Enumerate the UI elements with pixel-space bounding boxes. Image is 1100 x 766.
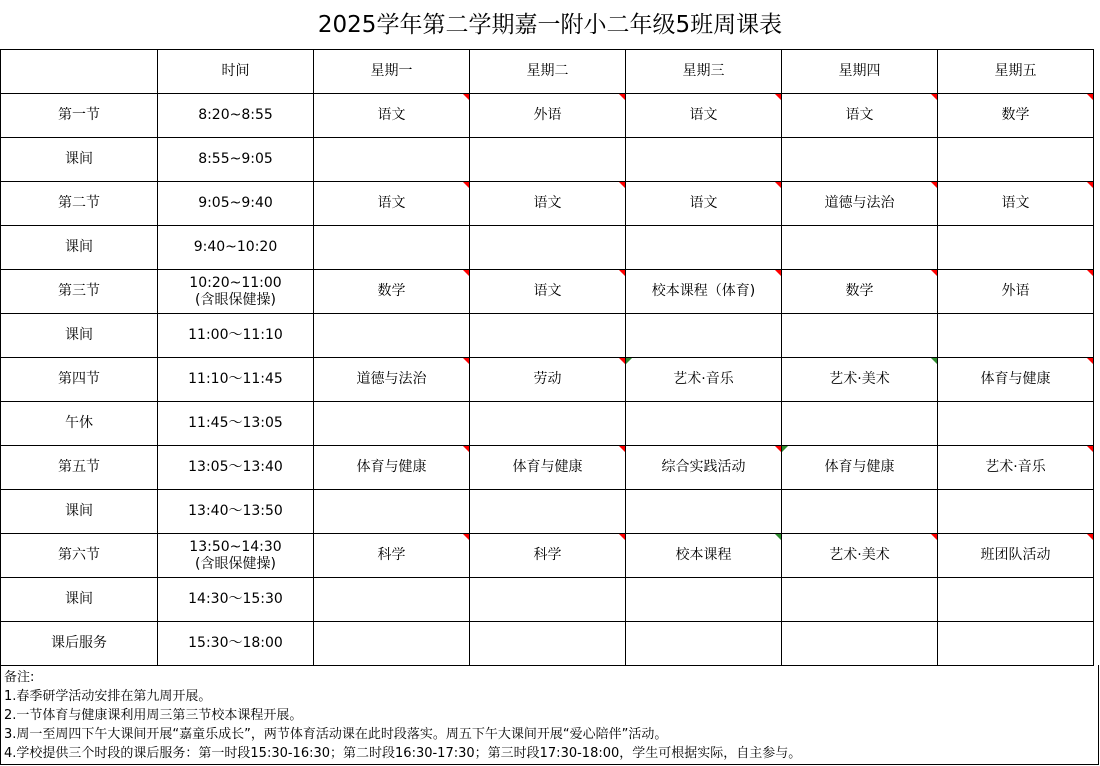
comment-marker-icon xyxy=(619,358,625,364)
comment-marker-icon xyxy=(775,94,781,100)
course-cell[interactable] xyxy=(782,402,938,446)
course-cell[interactable] xyxy=(782,138,938,182)
course-cell[interactable] xyxy=(314,490,470,534)
comment-marker-icon xyxy=(463,446,469,452)
course-cell[interactable] xyxy=(470,578,626,622)
header-day-cell: 星期一 xyxy=(314,50,470,94)
course-cell[interactable]: 语文 xyxy=(626,94,782,138)
course-cell[interactable]: 艺术·音乐 xyxy=(938,446,1094,490)
course-cell[interactable] xyxy=(314,138,470,182)
course-cell[interactable]: 班团队活动 xyxy=(938,534,1094,578)
course-cell[interactable]: 语文 xyxy=(938,182,1094,226)
course-cell[interactable] xyxy=(314,314,470,358)
period-label-cell[interactable]: 课间 xyxy=(1,314,158,358)
period-label-cell[interactable]: 课间 xyxy=(1,138,158,182)
notes-line-3: 3.周一至周四下午大课间开展“嘉童乐成长”，两节体育活动课在此时段落实。周五下午大课间开展“爱心陪伴”活动。 xyxy=(4,727,668,742)
notes-section xyxy=(0,665,1099,765)
time-text: 9:40~10:20 xyxy=(193,239,278,255)
header-time-cell: 时间 xyxy=(158,50,314,94)
time-text: 8:55~9:05 xyxy=(198,151,273,167)
course-cell[interactable]: 体育与健康 xyxy=(782,446,938,490)
time-text: 13:40～13:50 xyxy=(188,503,283,519)
comment-marker-icon xyxy=(775,534,781,540)
comment-marker-icon xyxy=(463,182,469,188)
course-cell[interactable]: 综合实践活动 xyxy=(626,446,782,490)
course-cell[interactable]: 艺术·美术 xyxy=(782,358,938,402)
course-cell[interactable]: 体育与健康 xyxy=(938,358,1094,402)
course-cell[interactable] xyxy=(470,490,626,534)
table-row xyxy=(1,226,1094,270)
period-label-cell[interactable]: 第四节 xyxy=(1,358,158,402)
course-cell[interactable] xyxy=(470,402,626,446)
course-cell[interactable] xyxy=(470,314,626,358)
time-text: 13:05～13:40 xyxy=(188,459,283,475)
time-cell[interactable] xyxy=(158,358,314,402)
comment-marker-icon xyxy=(775,270,781,276)
header-day-cell: 星期五 xyxy=(938,50,1094,94)
course-cell[interactable]: 数学 xyxy=(314,270,470,314)
course-cell[interactable]: 外语 xyxy=(938,270,1094,314)
comment-marker-icon xyxy=(463,270,469,276)
time-cell[interactable] xyxy=(158,138,314,182)
course-cell[interactable] xyxy=(626,622,782,666)
course-cell[interactable] xyxy=(626,314,782,358)
period-label-cell[interactable]: 第一节 xyxy=(1,94,158,138)
notes-heading: 备注: xyxy=(4,670,35,685)
time-text: 13:50~14:30 xyxy=(189,538,282,555)
time-text: (含眼保健操) xyxy=(195,291,276,308)
course-cell[interactable] xyxy=(626,138,782,182)
course-cell[interactable]: 校本课程 xyxy=(626,534,782,578)
comment-marker-icon xyxy=(931,358,937,364)
header-row xyxy=(1,50,1094,94)
course-cell[interactable]: 艺术·音乐 xyxy=(626,358,782,402)
period-label-cell[interactable]: 午休 xyxy=(1,402,158,446)
course-cell[interactable]: 外语 xyxy=(470,94,626,138)
period-label-cell[interactable]: 课间 xyxy=(1,490,158,534)
course-cell[interactable]: 劳动 xyxy=(470,358,626,402)
comment-marker-icon xyxy=(931,182,937,188)
period-label-cell[interactable]: 第六节 xyxy=(1,534,158,578)
comment-marker-icon xyxy=(775,446,781,452)
time-text: 11:00～11:10 xyxy=(188,327,283,343)
table-row xyxy=(1,446,1094,490)
time-text: 15:30～18:00 xyxy=(188,635,283,651)
comment-marker-icon xyxy=(1087,534,1093,540)
period-label-cell[interactable]: 第三节 xyxy=(1,270,158,314)
course-cell[interactable] xyxy=(782,622,938,666)
course-cell[interactable] xyxy=(938,402,1094,446)
course-cell[interactable]: 数学 xyxy=(782,270,938,314)
comment-marker-icon xyxy=(619,446,625,452)
notes-line-2: 2.一节体育与健康课利用周三第三节校本课程开展。 xyxy=(4,708,303,723)
comment-marker-icon xyxy=(626,358,632,364)
course-cell[interactable]: 语文 xyxy=(470,182,626,226)
comment-marker-icon xyxy=(619,182,625,188)
course-cell[interactable] xyxy=(938,314,1094,358)
course-cell[interactable]: 语文 xyxy=(626,182,782,226)
time-text: 10:20~11:00 xyxy=(189,274,282,291)
course-cell[interactable]: 语文 xyxy=(314,182,470,226)
course-cell[interactable]: 数学 xyxy=(938,94,1094,138)
time-text: 8:20~8:55 xyxy=(198,107,273,123)
course-cell[interactable] xyxy=(626,402,782,446)
table-row xyxy=(1,534,1094,578)
table-row xyxy=(1,314,1094,358)
comment-marker-icon xyxy=(1087,358,1093,364)
course-cell[interactable]: 道德与法治 xyxy=(782,182,938,226)
course-cell[interactable] xyxy=(938,622,1094,666)
time-cell[interactable] xyxy=(158,534,314,578)
time-cell[interactable] xyxy=(158,578,314,622)
comment-marker-icon xyxy=(619,534,625,540)
course-cell[interactable] xyxy=(470,138,626,182)
comment-marker-icon xyxy=(619,270,625,276)
period-label-cell[interactable]: 课间 xyxy=(1,578,158,622)
course-cell[interactable] xyxy=(626,578,782,622)
comment-marker-icon xyxy=(1087,182,1093,188)
comment-marker-icon xyxy=(463,94,469,100)
time-text: 9:05~9:40 xyxy=(198,195,273,211)
comment-marker-icon xyxy=(782,446,788,452)
course-cell[interactable]: 体育与健康 xyxy=(470,446,626,490)
table-row xyxy=(1,358,1094,402)
header-blank-cell xyxy=(1,50,158,94)
comment-marker-icon xyxy=(463,534,469,540)
table-row xyxy=(1,182,1094,226)
header-day-cell: 星期二 xyxy=(470,50,626,94)
table-row xyxy=(1,94,1094,138)
header-day-cell: 星期四 xyxy=(782,50,938,94)
time-cell[interactable] xyxy=(158,270,314,314)
time-cell[interactable] xyxy=(158,226,314,270)
time-text: 11:45～13:05 xyxy=(188,415,283,431)
period-label-cell[interactable]: 课间 xyxy=(1,226,158,270)
period-label-cell[interactable]: 第二节 xyxy=(1,182,158,226)
time-text: 11:10～11:45 xyxy=(188,371,283,387)
comment-marker-icon xyxy=(619,94,625,100)
course-cell[interactable]: 语文 xyxy=(470,270,626,314)
course-cell[interactable] xyxy=(470,226,626,270)
course-cell[interactable] xyxy=(938,578,1094,622)
time-cell[interactable] xyxy=(158,314,314,358)
course-cell[interactable] xyxy=(782,578,938,622)
notes-line-1: 1.春季研学活动安排在第九周开展。 xyxy=(4,689,212,704)
comment-marker-icon xyxy=(1087,94,1093,100)
course-cell[interactable]: 道德与法治 xyxy=(314,358,470,402)
table-row xyxy=(1,622,1094,666)
page-title: 2025学年第二学期嘉一附小二年级5班周课表 xyxy=(317,12,783,38)
course-cell[interactable] xyxy=(314,578,470,622)
course-cell[interactable]: 体育与健康 xyxy=(314,446,470,490)
comment-marker-icon xyxy=(1087,270,1093,276)
schedule-table xyxy=(0,49,1094,666)
comment-marker-icon xyxy=(463,358,469,364)
table-row xyxy=(1,270,1094,314)
course-cell[interactable] xyxy=(314,622,470,666)
comment-marker-icon xyxy=(931,94,937,100)
time-text: (含眼保健操) xyxy=(195,555,276,572)
period-label-cell[interactable]: 课后服务 xyxy=(1,622,158,666)
course-cell[interactable]: 艺术·美术 xyxy=(782,534,938,578)
comment-marker-icon xyxy=(931,270,937,276)
course-cell[interactable]: 校本课程（体育) xyxy=(626,270,782,314)
notes-line-4: 4.学校提供三个时段的课后服务：第一时段15:30-16:30；第二时段16:30-17:30；第三时段17:30-18:00，学生可根据实际，自主参与。 xyxy=(4,746,802,761)
time-cell[interactable] xyxy=(158,402,314,446)
table-row xyxy=(1,490,1094,534)
time-cell[interactable] xyxy=(158,622,314,666)
comment-marker-icon xyxy=(931,534,937,540)
time-cell[interactable] xyxy=(158,490,314,534)
course-cell[interactable] xyxy=(938,490,1094,534)
period-label-cell[interactable]: 第五节 xyxy=(1,446,158,490)
time-cell[interactable] xyxy=(158,182,314,226)
time-text: 14:30～15:30 xyxy=(188,591,283,607)
course-cell[interactable] xyxy=(626,490,782,534)
table-row xyxy=(1,402,1094,446)
comment-marker-icon xyxy=(1087,446,1093,452)
course-cell[interactable] xyxy=(626,226,782,270)
time-cell[interactable] xyxy=(158,446,314,490)
course-cell[interactable] xyxy=(782,490,938,534)
time-cell[interactable] xyxy=(158,94,314,138)
course-cell[interactable]: 语文 xyxy=(782,94,938,138)
course-cell[interactable]: 科学 xyxy=(314,534,470,578)
course-cell[interactable] xyxy=(938,138,1094,182)
table-row xyxy=(1,138,1094,182)
course-cell[interactable] xyxy=(314,402,470,446)
course-cell[interactable] xyxy=(314,226,470,270)
comment-marker-icon xyxy=(775,182,781,188)
course-cell[interactable] xyxy=(782,226,938,270)
course-cell[interactable] xyxy=(470,622,626,666)
table-row xyxy=(1,578,1094,622)
course-cell[interactable] xyxy=(782,314,938,358)
course-cell[interactable]: 语文 xyxy=(314,94,470,138)
header-day-cell: 星期三 xyxy=(626,50,782,94)
course-cell[interactable] xyxy=(938,226,1094,270)
course-cell[interactable]: 科学 xyxy=(470,534,626,578)
